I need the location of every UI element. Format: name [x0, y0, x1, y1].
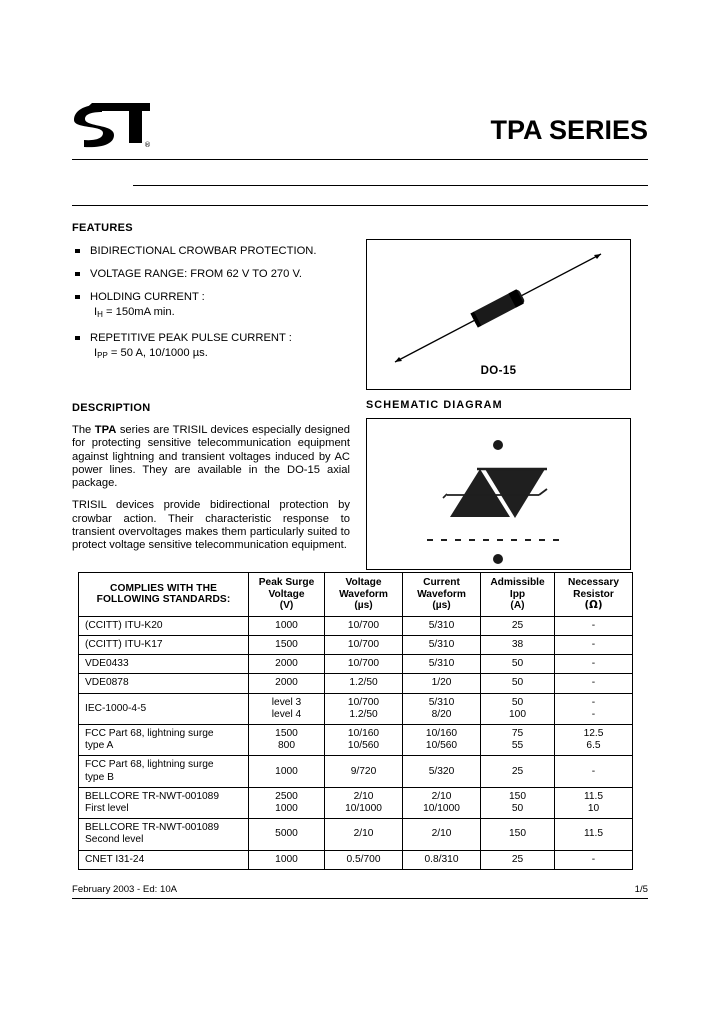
cell-resistor: -: [555, 635, 633, 654]
cell-voltage-waveform: 2/10 10/1000: [325, 787, 403, 818]
cell-standard: VDE0433: [79, 655, 249, 674]
cell-current-waveform: 5/310: [403, 655, 481, 674]
feature-subline: [90, 346, 357, 363]
table-row: [79, 850, 633, 869]
cell-standard: VDE0878: [79, 674, 249, 693]
cell-peak-voltage: 2500 1000: [249, 787, 325, 818]
st-logo: [72, 100, 156, 150]
bullet-square-icon: [75, 249, 80, 254]
cell-voltage-waveform: 10/700: [325, 616, 403, 635]
cell-voltage-waveform: 10/700: [325, 655, 403, 674]
cell-current-waveform: 10/160 10/560: [403, 725, 481, 756]
description-paragraph-2: TRISIL devices provide bidirectional protection by crowbar action. Their characteristic response to transient overvoltages makes them particularly suited to protect voltage sensitive telecommunication equipment.: [72, 499, 350, 552]
col-vwf-l3: (µs): [354, 600, 373, 612]
cell-peak-voltage: 2000: [249, 655, 325, 674]
col-ipp-l1: Admissible: [490, 577, 545, 588]
header-rule-middle: [133, 185, 648, 186]
schematic-diagram-box: [366, 418, 631, 570]
feature-item: [72, 244, 357, 258]
cell-current-waveform: 5/310: [403, 635, 481, 654]
col-peak-l1: Peak Surge: [258, 577, 315, 588]
cell-peak-voltage: 5000: [249, 819, 325, 850]
feature-item: [72, 331, 357, 363]
page-header: [72, 96, 648, 158]
col-peak-l2: Voltage: [268, 588, 305, 600]
col-cwf-l2: Waveform: [417, 588, 466, 600]
schematic-heading: SCHEMATIC DIAGRAM: [366, 399, 503, 411]
column-header-current-waveform: [403, 573, 481, 617]
header-rule-bottom: [72, 205, 648, 206]
package-label: DO-15: [480, 365, 517, 377]
table-header: [79, 573, 633, 617]
bullet-square-icon: [75, 336, 80, 341]
cell-peak-voltage: 1000: [249, 616, 325, 635]
cell-ipp: 50: [481, 655, 555, 674]
table-row: [79, 693, 633, 724]
features-heading: FEATURES: [72, 222, 133, 234]
symbol-i: I: [94, 347, 98, 359]
cell-voltage-waveform: 10/700: [325, 635, 403, 654]
table-row: [79, 674, 633, 693]
table-row: [79, 725, 633, 756]
cell-resistor: 11.5 10: [555, 787, 633, 818]
description-heading: DESCRIPTION: [72, 402, 151, 414]
standards-table: [78, 572, 633, 870]
cell-resistor: -: [555, 756, 633, 787]
cell-standard: IEC-1000-4-5: [79, 693, 249, 724]
cell-resistor: 12.5 6.5: [555, 725, 633, 756]
cell-current-waveform: 0.8/310: [403, 850, 481, 869]
feature-subline-rest: = 50 A, 10/1000 µs.: [107, 347, 208, 359]
cell-resistor: -: [555, 655, 633, 674]
cell-ipp: 25: [481, 850, 555, 869]
subscript-pp: PP: [97, 351, 108, 360]
cell-voltage-waveform: 10/160 10/560: [325, 725, 403, 756]
cell-ipp: 150: [481, 819, 555, 850]
col-standards-l1: COMPLIES WITH THE: [110, 582, 217, 594]
cell-peak-voltage: 2000: [249, 674, 325, 693]
cell-peak-voltage: 1000: [249, 756, 325, 787]
footer-rule: [72, 898, 648, 899]
column-header-necessary-resistor: [555, 573, 633, 617]
feature-text: HOLDING CURRENT :: [90, 291, 205, 303]
feature-subline-rest: = 150mA min.: [102, 306, 175, 318]
feature-item: [72, 267, 357, 281]
column-header-standards: [79, 573, 249, 617]
terminal-dot-top: [493, 440, 503, 450]
cell-ipp: 38: [481, 635, 555, 654]
col-standards-l2: FOLLOWING STANDARDS:: [96, 594, 231, 606]
cell-standard: FCC Part 68, lightning surge type B: [79, 756, 249, 787]
features-section: [72, 222, 357, 372]
subscript-h: H: [97, 310, 103, 319]
cell-current-waveform: 5/320: [403, 756, 481, 787]
trisil-symbol: [367, 419, 630, 569]
table-row: [79, 819, 633, 850]
col-cwf-l3: (µs): [432, 600, 451, 612]
table-body: [79, 616, 633, 869]
cell-peak-voltage: 1000: [249, 850, 325, 869]
bullet-square-icon: [75, 295, 80, 300]
cell-ipp: 50: [481, 674, 555, 693]
feature-text: BIDIRECTIONAL CROWBAR PROTECTION.: [90, 245, 317, 257]
cell-voltage-waveform: 1.2/50: [325, 674, 403, 693]
cell-peak-voltage: level 3 level 4: [249, 693, 325, 724]
desc-p1-post: series are TRISIL devices especially designed for protecting sensitive telecommunication equipment against lightning and transient voltages induced by AC power lines. They are available in the DO-15 axial package.: [72, 424, 350, 490]
table-header-row: [79, 573, 633, 617]
cell-standard: BELLCORE TR-NWT-001089 First level: [79, 787, 249, 818]
col-vwf-l1: Voltage: [345, 577, 382, 588]
feature-item: [72, 290, 357, 322]
terminal-dot-bottom: [493, 554, 503, 564]
feature-subline: [90, 305, 357, 322]
table-row: [79, 787, 633, 818]
table-row: [79, 635, 633, 654]
cell-standard: BELLCORE TR-NWT-001089 Second level: [79, 819, 249, 850]
column-header-admissible-ipp: [481, 573, 555, 617]
cell-resistor: -: [555, 674, 633, 693]
cell-current-waveform: 1/20: [403, 674, 481, 693]
cell-current-waveform: 2/10 10/1000: [403, 787, 481, 818]
cell-peak-voltage: 1500: [249, 635, 325, 654]
cell-current-waveform: 5/310 8/20: [403, 693, 481, 724]
cell-peak-voltage: 1500 800: [249, 725, 325, 756]
cell-voltage-waveform: 10/700 1.2/50: [325, 693, 403, 724]
description-section: [72, 402, 350, 553]
col-res-l2: Resistor: [573, 588, 614, 600]
cell-current-waveform: 5/310: [403, 616, 481, 635]
col-cwf-l1: Current: [423, 577, 460, 588]
cell-standard: FCC Part 68, lightning surge type A: [79, 725, 249, 756]
cell-ipp: 25: [481, 756, 555, 787]
bullet-square-icon: [75, 272, 80, 277]
desc-p1-bold: TPA: [94, 424, 117, 436]
features-list: [72, 244, 357, 363]
cell-voltage-waveform: 9/720: [325, 756, 403, 787]
footer-date: February 2003 - Ed: 10A: [72, 884, 178, 895]
header-rule-top: [72, 159, 648, 160]
package-drawing-box: [366, 239, 631, 390]
column-header-peak-surge-voltage: [249, 573, 325, 617]
col-res-l3: (Ω): [584, 600, 603, 612]
footer-page-number: 1/5: [634, 884, 648, 895]
page-title: TPA SERIES: [490, 115, 648, 145]
cell-standard: CNET I31-24: [79, 850, 249, 869]
col-vwf-l2: Waveform: [339, 588, 388, 600]
table-row: [79, 756, 633, 787]
table-row: [79, 616, 633, 635]
cell-ipp: 75 55: [481, 725, 555, 756]
cell-ipp: 25: [481, 616, 555, 635]
cell-current-waveform: 2/10: [403, 819, 481, 850]
description-paragraph-1: [72, 424, 350, 490]
cell-standard: (CCITT) ITU-K17: [79, 635, 249, 654]
cell-voltage-waveform: 0.5/700: [325, 850, 403, 869]
column-header-voltage-waveform: [325, 573, 403, 617]
feature-text: VOLTAGE RANGE: FROM 62 V TO 270 V.: [90, 268, 303, 280]
cell-resistor: - -: [555, 693, 633, 724]
cell-resistor: -: [555, 616, 633, 635]
cell-ipp: 150 50: [481, 787, 555, 818]
cell-resistor: 11.5: [555, 819, 633, 850]
cell-ipp: 50 100: [481, 693, 555, 724]
desc-p1-pre: The: [72, 424, 95, 436]
cell-resistor: -: [555, 850, 633, 869]
svg-text:®: ®: [144, 141, 151, 149]
col-ipp-l3: (A): [510, 600, 525, 612]
symbol-i: I: [94, 306, 98, 318]
cell-voltage-waveform: 2/10: [325, 819, 403, 850]
cell-standard: (CCITT) ITU-K20: [79, 616, 249, 635]
feature-text: REPETITIVE PEAK PULSE CURRENT :: [90, 332, 292, 344]
col-peak-l3: (V): [279, 600, 294, 612]
col-res-l1: Necessary: [568, 577, 619, 588]
table-row: [79, 655, 633, 674]
col-ipp-l2: Ipp: [509, 588, 526, 600]
